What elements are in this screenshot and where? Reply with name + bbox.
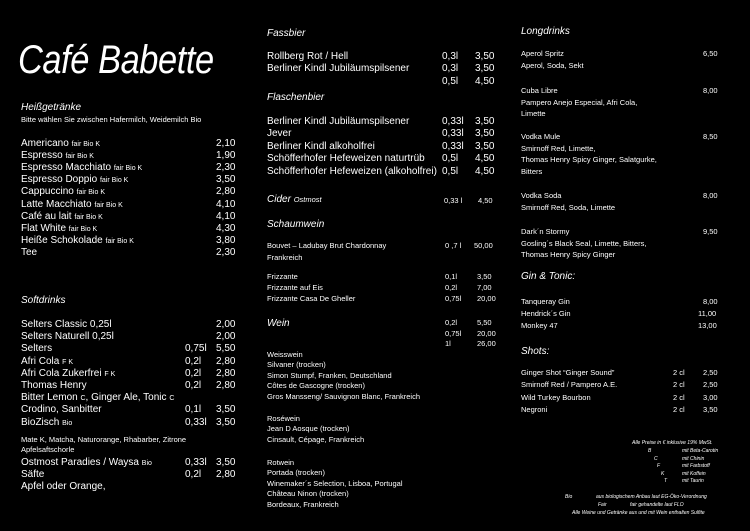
softdrink-item (21, 380, 87, 391)
hot-drink-item (21, 211, 103, 222)
hot-drink-label: fair Bio K (76, 189, 105, 197)
softdrink-price: 2,00 (216, 319, 236, 330)
wine-line: Portada (trocken) (267, 468, 325, 477)
frizzante-price: 20,00 (477, 294, 496, 303)
wine-line: Château Ninon (trocken) (267, 489, 349, 498)
softdrink-name: Afri Cola (21, 355, 60, 367)
gin-name: Tanqueray Gin (521, 297, 570, 306)
footnote-sulfite: Alle Weine und Getränke aus und mit Wein enthalten Sulfite (572, 510, 705, 516)
shot-price: 2,50 (703, 380, 718, 390)
wein-price: 26,00 (477, 339, 496, 348)
hot-drink-item (21, 138, 100, 149)
softdrink-quantity: 0,2l (185, 355, 202, 367)
beer-quantity: 0,33l (442, 128, 464, 140)
softdrink-item (21, 481, 106, 492)
hot-drink-name: Latte Macchiato (21, 198, 92, 210)
schaumwein-bouvet-origin: Frankreich (267, 253, 303, 262)
hot-drink-name: Americano (21, 138, 69, 149)
hot-drink-label: fair Bio K (113, 165, 143, 173)
hot-drink-item (21, 186, 105, 197)
softdrink-quantity: 0,1l (185, 404, 202, 416)
softdrink-quantity: 0,2l (185, 380, 202, 391)
hot-drink-label: fair Bio K (71, 141, 100, 148)
softdrink-name: Selters Naturell 0,25l (21, 331, 114, 343)
shot-name: Negroni (521, 405, 548, 415)
shot-quantity: 2 cl (673, 405, 685, 415)
schaumwein-bouvet: Bouvet – Ladubay Brut Chardonnay (267, 241, 387, 250)
beer-quantity: 0,33l (442, 140, 464, 152)
softdrink-price: 3,50 (216, 416, 236, 428)
softdrink-quantity: 0,33l (185, 416, 207, 428)
beer-price: 4,50 (475, 75, 495, 87)
legend-key: T (664, 478, 668, 484)
legend-key: B (648, 448, 652, 454)
softdrink-name: Säfte (21, 469, 45, 481)
softdrink-name: Selters (21, 343, 53, 355)
beer-price: 4,50 (475, 165, 495, 177)
section-hot-drinks-title: Heißgetränke (21, 102, 82, 113)
hot-drink-name: Flat White (21, 222, 67, 234)
legend-value: mit Farbstoff (682, 463, 710, 469)
hot-drink-price: 3,80 (216, 234, 236, 246)
softdrink-item (21, 319, 112, 330)
cider-quantity: 0,33 l (444, 196, 463, 205)
hot-drink-name: Espresso Macchiato (21, 162, 112, 174)
wine-line: Simon Stumpf, Franken, Deutschland (267, 370, 392, 380)
softdrink-price: 2,80 (216, 469, 236, 481)
softdrink-price: 2,80 (216, 355, 236, 367)
hot-drink-price: 2,30 (216, 246, 236, 258)
softdrink-item (21, 356, 73, 367)
frizzante-quantity: 0,75l (445, 294, 462, 303)
frizzante-price: 7,00 (477, 283, 492, 292)
wein-quantity: 0,2l (445, 318, 458, 327)
hot-drink-label: fair Bio K (74, 213, 103, 221)
shot-price: 3,00 (703, 392, 718, 402)
hot-drink-name: Heiße Schokolade (21, 234, 103, 246)
hot-drink-price: 4,10 (216, 198, 236, 210)
frizzante-name: Frizzante Casa De Gheller (267, 294, 356, 303)
shot-quantity: 2 cl (673, 368, 685, 377)
longdrink-line: Limette (521, 109, 546, 118)
beer-quantity: 0,5l (442, 153, 459, 165)
shot-price: 3,50 (703, 405, 718, 415)
beer-price: 3,50 (475, 63, 495, 75)
weisswein-title: Weisswein (267, 350, 303, 359)
shot-name: Wild Turkey Bourbon (521, 392, 591, 402)
softdrink-item (21, 417, 72, 428)
beer-name: Berliner Kindl Jubiläumspilsener (267, 116, 410, 127)
beer-quantity: 0,3l (442, 51, 459, 62)
shot-name: Ginger Shot “Ginger Sound” (521, 368, 615, 377)
wine-line: Winemaker´s Selection, Lisboa, Portugal (267, 478, 403, 488)
section-flaschenbier-title: Flaschenbier (267, 92, 325, 103)
biozisch-flavours-2: Apfelsaftschorle (21, 445, 75, 454)
footnote-bio-key: Bio (565, 494, 573, 500)
wein-quantity: 1l (445, 339, 451, 348)
hot-drink-price: 2,10 (216, 138, 236, 149)
frizzante-price: 3,50 (477, 272, 492, 281)
softdrink-name: Selters Classic 0,25l (21, 319, 112, 330)
longdrink-line: Gosling´s Black Seal, Limette, Bitters, (521, 238, 647, 248)
beer-name: Schöfferhofer Hefeweizen naturtrüb (267, 153, 425, 165)
softdrink-label: C (80, 395, 86, 403)
hot-drink-item (21, 235, 134, 246)
hot-drink-price: 2,30 (216, 162, 236, 174)
wine-line: Bordeaux, Frankreich (267, 499, 339, 509)
beer-name: Berliner Kindl alkoholfrei (267, 140, 375, 152)
softdrink-price: 5,50 (216, 343, 236, 355)
footnote-fair-key: Fair (598, 502, 607, 508)
beer-name: Rollberg Rot / Hell (267, 51, 349, 62)
gin-name: Monkey 47 (521, 321, 558, 331)
longdrink-line: Aperol Spritz (521, 49, 564, 58)
beer-name: Berliner Kindl Jubiläumspilsener (267, 63, 410, 75)
beer-quantity: 0,3l (442, 63, 459, 75)
section-longdrinks-title: Longdrinks (521, 26, 570, 37)
hot-drink-label: fair Bio K (68, 225, 98, 233)
hot-drink-label: fair Bio K (65, 153, 94, 161)
beer-price: 3,50 (475, 116, 495, 127)
softdrink-name: Ostmost Paradies / Waysa (21, 457, 139, 468)
hot-drink-price: 4,10 (216, 210, 236, 222)
longdrink-price: 8,00 (703, 191, 718, 200)
beer-price: 3,50 (475, 51, 495, 62)
shot-price: 2,50 (703, 368, 718, 377)
beer-quantity: 0,33l (442, 116, 464, 127)
legend-value: mit Chinin (682, 455, 705, 462)
wine-line: Gros Mansseng/ Sauvignon Blanc, Frankreich (267, 391, 420, 401)
longdrink-line: Thomas Henry Spicy Ginger, Salatgurke, (521, 155, 657, 164)
section-cider-title: Cider Ostmost (267, 194, 322, 205)
hot-drink-label: fair Bio K (105, 237, 134, 245)
softdrink-name: Bitter Lemon (21, 392, 78, 404)
longdrink-line: Cuba Libre (521, 86, 558, 95)
softdrink-name: Apfel oder Orange, (21, 481, 106, 493)
hot-drink-item (21, 162, 142, 173)
hot-drink-item (21, 199, 123, 210)
legend-value: mit Beta-Carotin (682, 448, 719, 454)
softdrink-name: BioZisch (21, 416, 60, 428)
softdrink-item (21, 404, 102, 415)
longdrink-line: Aperol, Soda, Sekt (521, 60, 584, 70)
longdrink-price: 9,50 (703, 227, 718, 236)
biozisch-flavours: Mate K, Matcha, Naturorange, Rhabarber, Zitrone (21, 435, 187, 444)
softdrink-price: 3,50 (216, 404, 236, 416)
hot-drink-price: 2,80 (216, 186, 236, 198)
hot-drink-price: 4,30 (216, 222, 236, 234)
softdrink-quantity: 0,75l (185, 343, 207, 355)
softdrink-label: Bio (141, 460, 152, 467)
hot-drink-item (21, 223, 97, 234)
hot-drink-name: Espresso (21, 150, 63, 162)
wein-price: 5,50 (477, 318, 492, 327)
wine-line: Côtes de Gascogne (trocken) (267, 381, 365, 390)
section-schaumwein-title: Schaumwein (267, 219, 325, 230)
shot-quantity: 2 cl (673, 392, 685, 402)
gin-price: 8,00 (703, 297, 718, 306)
softdrink-item (21, 331, 114, 342)
softdrink-label: F K (104, 370, 116, 378)
hot-drink-item (21, 174, 128, 185)
beer-quantity: 0,5l (442, 165, 459, 177)
softdrink-name: Afri Cola Zukerfrei (21, 367, 102, 379)
hot-drink-name: Café au lait (21, 210, 72, 222)
hot-drink-item (21, 247, 37, 258)
hot-drink-label: fair Bio K (99, 177, 129, 185)
wein-price: 20,00 (477, 328, 496, 338)
beer-price: 3,50 (475, 128, 495, 140)
gin-name: Hendrick´s Gin (521, 309, 571, 319)
hot-drink-name: Cappuccino (21, 186, 74, 198)
footnote-bio-text: aus biologischem Anbau laut EG-Öko-Verordnung (596, 494, 707, 500)
page-title: Café Babette (18, 38, 214, 82)
frizzante-quantity: 0,1l (445, 272, 458, 281)
legend-key: C (654, 455, 658, 462)
beer-quantity: 0,5l (442, 75, 459, 87)
rosewein-title: Roséwein (267, 414, 300, 423)
softdrink-price: 2,80 (216, 380, 236, 391)
softdrink-price: 2,00 (216, 331, 236, 343)
frizzante-name: Frizzante (267, 272, 298, 281)
milk-note: Bitte wählen Sie zwischen Hafermilch, Weidemilch Bio (21, 115, 202, 124)
longdrink-line: Vodka Mule (521, 132, 561, 141)
frizzante-quantity: 0,2l (445, 283, 458, 292)
legend-value: mit Taurin (682, 478, 704, 484)
gin-price: 13,00 (698, 321, 717, 331)
softdrink-item (21, 457, 152, 468)
beer-price: 3,50 (475, 140, 495, 152)
wine-line: Cinsault, Cépage, Frankreich (267, 434, 365, 444)
longdrink-line: Thomas Henry Spicy Ginger (521, 250, 616, 259)
softdrink-item (21, 368, 115, 379)
longdrink-line: Smirnoff Red, Soda, Limette (521, 202, 616, 212)
softdrink-item (21, 392, 174, 403)
section-shots-title: Shots: (521, 346, 550, 357)
legend-value: mit Koffein (682, 470, 706, 477)
softdrink-quantity: 0,33l (185, 457, 207, 468)
hot-drink-price: 3,50 (216, 174, 236, 186)
legend-key: K (661, 470, 665, 477)
softdrink-label-2: C (169, 395, 175, 403)
softdrink-name: Crodino, Sanbitter (21, 404, 102, 416)
legend-key: F (657, 463, 661, 469)
longdrink-line: Vodka Soda (521, 191, 562, 200)
frizzante-name: Frizzante auf Eis (267, 283, 323, 292)
rotwein-title: Rotwein (267, 458, 295, 467)
cider-price: 4,50 (478, 196, 493, 205)
longdrink-price: 8,00 (703, 86, 718, 95)
softdrink-label: Bio (62, 419, 73, 427)
softdrink-name-2: , Ginger Ale, Tonic (85, 392, 167, 404)
softdrink-price: 2,80 (216, 367, 236, 379)
section-softdrinks-title: Softdrinks (21, 295, 66, 306)
beer-price: 4,50 (475, 153, 495, 165)
hot-drink-name: Tee (21, 246, 38, 258)
longdrink-line: Bitters (521, 166, 543, 176)
softdrink-label: F K (62, 358, 74, 366)
section-gin-title: Gin & Tonic: (521, 271, 576, 282)
gin-price: 11,00 (698, 309, 717, 319)
longdrink-price: 6,50 (703, 49, 718, 58)
longdrink-line: Dark´n Stormy (521, 227, 570, 236)
hot-drink-label: fair Bio K (94, 201, 123, 209)
softdrink-item (21, 343, 52, 354)
schaumwein-bouvet-quantity: 0 ,7 l (445, 241, 462, 250)
softdrink-price: 3,50 (216, 457, 236, 468)
longdrink-price: 8,50 (703, 132, 718, 141)
wein-quantity: 0,75l (445, 328, 462, 338)
softdrink-item (21, 469, 44, 480)
section-fassbier-title: Fassbier (267, 28, 306, 39)
footnote-fair-text: fair gehandelte laut FLO (630, 502, 684, 508)
hot-drink-name: Espresso Doppio (21, 174, 98, 186)
section-wein-title: Wein (267, 318, 290, 329)
softdrink-name: Thomas Henry (21, 380, 87, 391)
beer-name: Schöfferhofer Hefeweizen (alkoholfrei) (267, 165, 437, 177)
longdrink-line: Smirnoff Red, Limette, (521, 143, 596, 153)
softdrink-quantity: 0,2l (185, 367, 202, 379)
wine-line: Silvaner (trocken) (267, 360, 326, 369)
schaumwein-bouvet-price: 50,00 (474, 241, 493, 250)
hot-drink-price: 1,90 (216, 150, 236, 162)
wine-line: Jean D Aosque (trocken) (267, 424, 350, 433)
hot-drink-item (21, 150, 94, 161)
legend-header: Alle Preise in € inklusive 19% MwSt. (632, 440, 713, 446)
softdrink-quantity: 0,2l (185, 469, 202, 481)
shot-name: Smirnoff Red / Pampero A.E. (521, 380, 618, 390)
beer-name: Jever (267, 128, 292, 140)
shot-quantity: 2 cl (673, 380, 685, 390)
longdrink-line: Pampero Anejo Especial, Afri Cola, (521, 97, 638, 107)
